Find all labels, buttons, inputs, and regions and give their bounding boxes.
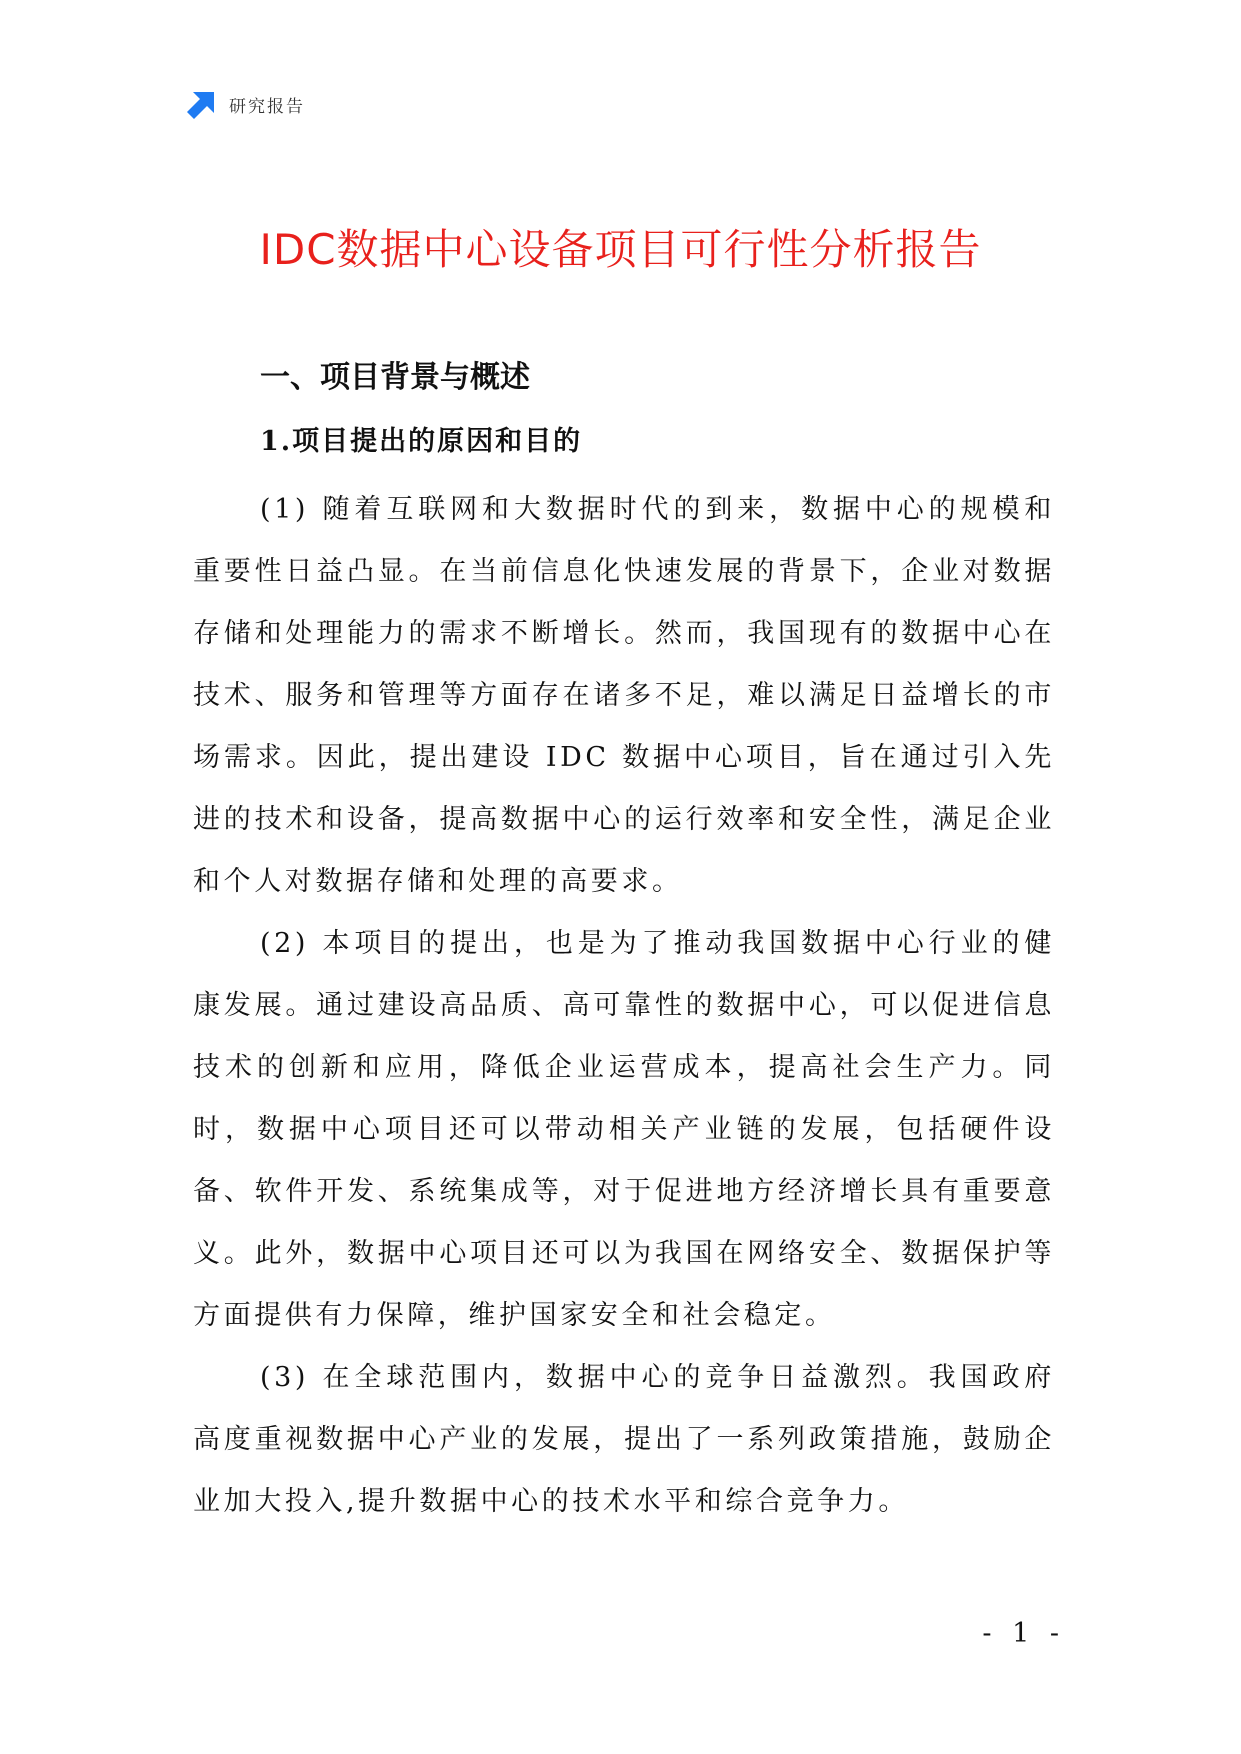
subheading: 1.项目提出的原因和目的 bbox=[260, 426, 583, 457]
report-header bbox=[187, 88, 305, 120]
paragraph-1: (1) 随着互联网和大数据时代的到来，数据中心的规模和重要性日益凸显。在当前信息化快速发展的背景下，企业对数据存储和处理能力的需求不断增长。然而，我国现有的数据中心在技术、服务和管理等方面存在诸多不足，难以满足日益增长的市场需求。因此，提出建设 IDC 数据中心项目，旨在通过引入先进的技术和设备，提高数据中心的运行效率和安全性，满足企业和个人对数据存储和处理的高要求。 bbox=[193, 494, 1055, 897]
paragraph-2: (2) 本项目的提出，也是为了推动我国数据中心行业的健康发展。通过建设高品质、高可靠性的数据中心，可以促进信息技术的创新和应用，降低企业运营成本，提高社会生产力。同时，数据中心项目还可以带动相关产业链的发展，包括硬件设备、软件开发、系统集成等，对于促进地方经济增长具有重要意义。此外，数据中心项目还可以为我国在网络安全、数据保护等方面提供有力保障，维护国家安全和社会稳定。 bbox=[193, 928, 1055, 1331]
document-title: IDC数据中心设备项目可行性分析报告 bbox=[259, 225, 982, 274]
paragraph-3: (3) 在全球范围内，数据中心的竞争日益激烈。我国政府高度重视数据中心产业的发展，提出了一系列政策措施，鼓励企业加大投入,提升数据中心的技术水平和综合竞争力。 bbox=[193, 1362, 1055, 1517]
body-text bbox=[193, 479, 1055, 1533]
header-label: 研究报告 bbox=[229, 96, 305, 117]
page-number: - 1 - bbox=[982, 1618, 1065, 1649]
arrow-up-right-icon bbox=[187, 89, 217, 119]
section-heading: 一、项目背景与概述 bbox=[260, 360, 530, 395]
